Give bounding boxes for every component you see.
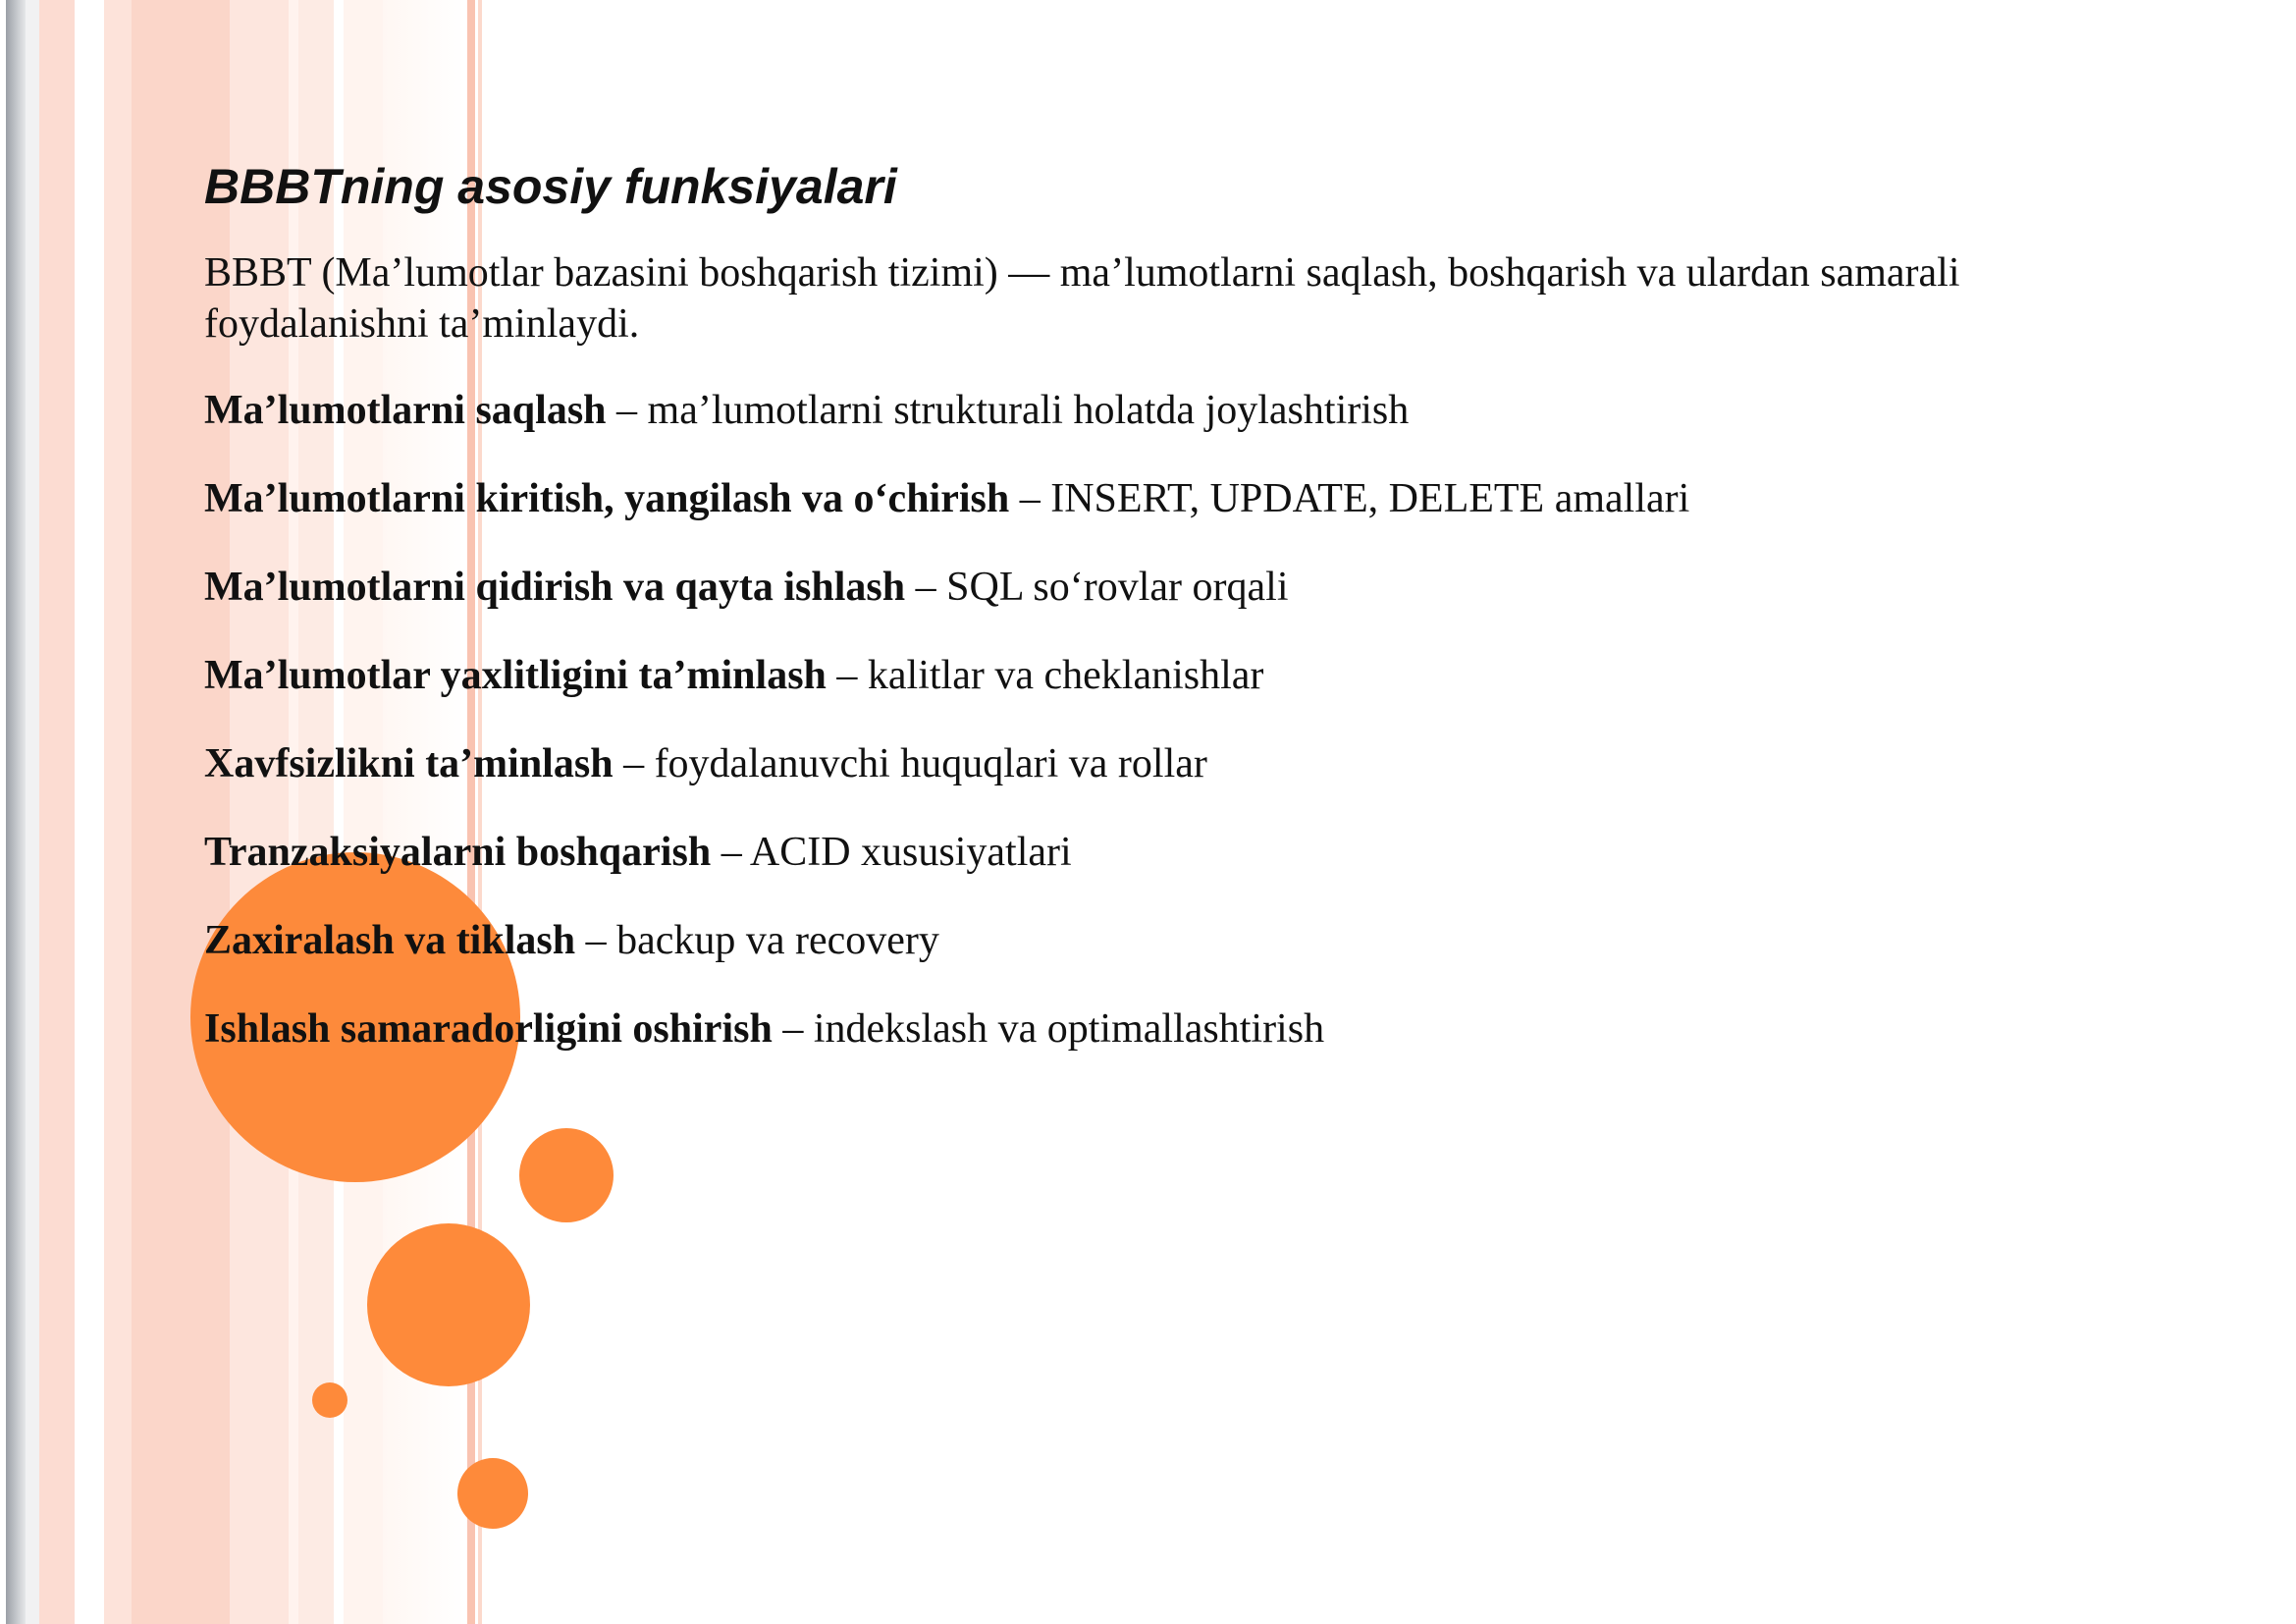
decor-stripe-white [75, 0, 104, 1624]
function-term: Ma’lumotlarni saqlash [204, 388, 607, 433]
function-description: – ma’lumotlarni strukturali holatda joylashtirish [606, 388, 1410, 433]
function-list [204, 385, 2148, 1055]
function-description: – backup va recovery [575, 918, 939, 963]
function-item [204, 1003, 2148, 1055]
decor-stripe-pink [104, 0, 132, 1624]
function-item [204, 827, 2148, 878]
function-item [204, 562, 2148, 613]
function-description: – foydalanuvchi huquqlari va rollar [613, 741, 1207, 786]
function-item [204, 385, 2148, 436]
decor-circle-medium [367, 1223, 530, 1386]
function-term: Zaxiralash va tiklash [204, 918, 576, 963]
function-item [204, 650, 2148, 701]
decor-stripe-pink [39, 0, 75, 1624]
decor-circle-tiny [312, 1382, 347, 1418]
function-description: – SQL so‘rovlar orqali [905, 565, 1289, 610]
slide-content [204, 157, 2148, 1092]
function-item [204, 473, 2148, 524]
decor-circle-small [519, 1128, 614, 1222]
function-term: Ma’lumotlarni qidirish va qayta ishlash [204, 565, 906, 610]
function-description: – ACID xususiyatlari [711, 830, 1072, 875]
function-description: – kalitlar va cheklanishlar [826, 653, 1264, 698]
function-term: Ishlash samaradorligini oshirish [204, 1006, 773, 1052]
function-description: – INSERT, UPDATE, DELETE amallari [1009, 476, 1690, 521]
decor-stripe-gray [6, 0, 26, 1624]
decor-stripe-light [26, 0, 39, 1624]
function-term: Ma’lumotlarni kiritish, yangilash va o‘chirish [204, 476, 1010, 521]
slide-title: BBBTning asosiy funksiyalari [204, 159, 897, 214]
function-item [204, 738, 2148, 789]
intro-paragraph: BBBT (Ma’lumotlar bazasini boshqarish tizimi) — ma’lumotlarni saqlash, boshqarish va ulardan samarali foydalanishni ta’minlaydi. [204, 250, 1960, 347]
function-term: Tranzaksiyalarni boshqarish [204, 830, 712, 875]
function-item [204, 915, 2148, 966]
function-term: Xavfsizlikni ta’minlash [204, 741, 614, 786]
function-description: – indekslash va optimallashtirish [772, 1006, 1325, 1052]
decor-circle-small [457, 1458, 528, 1529]
function-term: Ma’lumotlar yaxlitligini ta’minlash [204, 653, 827, 698]
